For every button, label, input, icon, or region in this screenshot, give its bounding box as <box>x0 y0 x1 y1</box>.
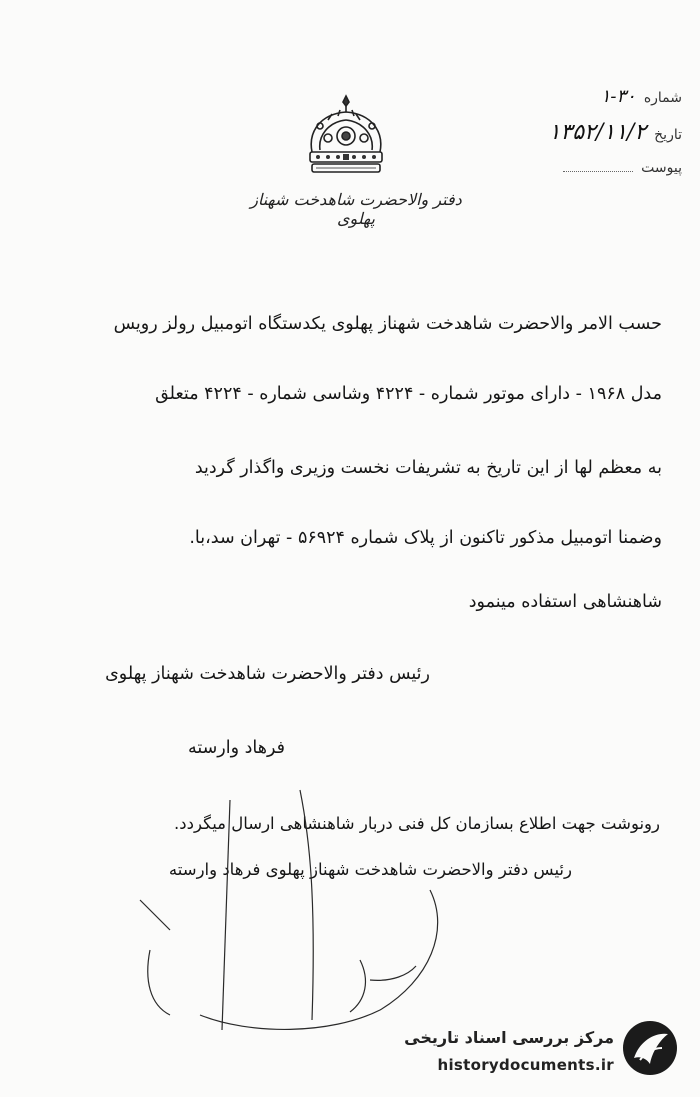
watermark-url[interactable]: historydocuments.ir <box>437 1056 614 1074</box>
crown-emblem-icon <box>298 92 394 182</box>
body-line-1: حسب الامر والاحضرت شاهدخت شهناز پهلوی یکدستگاه اتومبیل رولز رویس <box>113 314 662 334</box>
body-line-5: شاهنشاهی استفاده مینمود <box>468 592 662 612</box>
number-label: شماره <box>643 90 682 106</box>
number-row <box>601 86 682 107</box>
archive-logo-icon <box>620 1018 680 1078</box>
body-line-2: مدل ۱۹۶۸ - دارای موتور شماره - ۴۲۲۴ وشاسی شماره - ۴۲۲۴ متعلق <box>155 384 662 404</box>
date-value: ۱۳۵۲/۱۱/۲ <box>548 120 647 145</box>
body-line-4: وضمنا اتومبیل مذکور تاکنون از پلاک شماره ۵۶۹۲۴ - تهران سد،با. <box>189 528 662 548</box>
closing-title: رئیس دفتر والاحضرت شاهدخت شهناز پهلوی <box>105 664 430 684</box>
office-name: دفتر والاحضرت شاهدخت شهناز پهلوی <box>250 190 462 228</box>
number-value: ۱-۳۰ <box>600 86 636 107</box>
attachment-row <box>563 160 682 176</box>
copy-note-line-2: رئیس دفتر والاحضرت شاهدخت شهناز پهلوی فرهاد وارسته <box>168 860 572 879</box>
copy-note-line-1: رونوشت جهت اطلاع بسازمان کل فنی دربار شاهنشاهی ارسال میگردد. <box>174 814 660 833</box>
attachment-label: پیوست <box>641 160 682 176</box>
closing-name: فرهاد وارسته <box>187 738 285 758</box>
watermark-name: مرکز بررسی اسناد تاریخی <box>404 1028 614 1047</box>
date-label: تاریخ <box>654 127 682 143</box>
body-line-3: به معظم لها از این تاریخ به تشریفات نخست وزیری واگذار گردید <box>194 458 662 478</box>
handwritten-signature <box>130 780 460 1040</box>
attachment-blank <box>563 161 633 172</box>
date-row <box>549 120 682 145</box>
